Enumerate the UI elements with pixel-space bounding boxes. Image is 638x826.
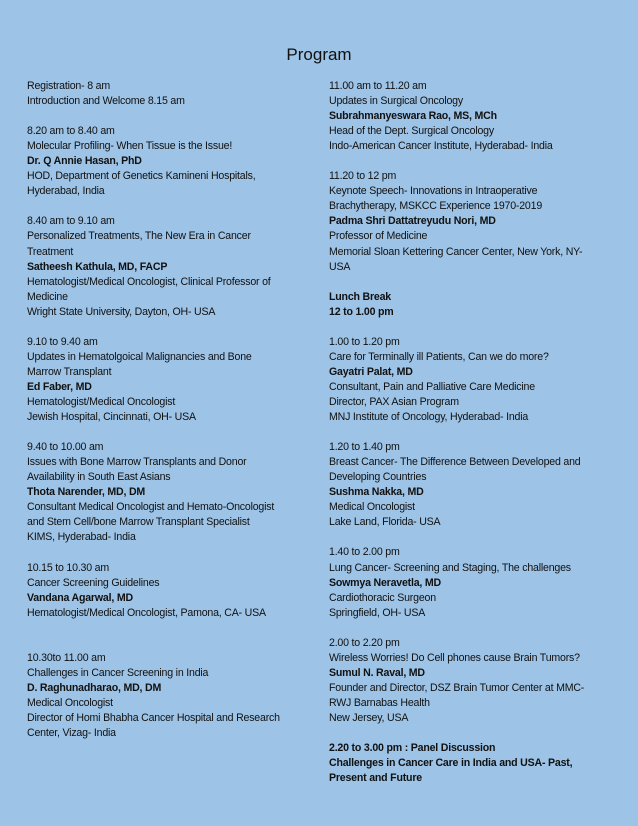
session-time: 8.20 am to 8.40 am [27,125,115,138]
session-time: 11.20 to 12 pm [329,170,397,183]
speaker-affiliation: Hematologist/Medical Oncologist, Clinical Professor of [27,275,271,288]
speaker-affiliation: Director of Homi Bhabha Cancer Hospital and Research [27,711,280,724]
session-time: 1.00 to 1.20 pm [329,335,400,348]
session-personalized-treatments [27,214,315,319]
session-topic: Challenges in Cancer Care in India and USA- Past, [329,757,573,770]
speaker-affiliation: Wright State University, Dayton, OH- USA [27,305,216,318]
session-topic: Wireless Worries! Do Cell phones cause Brain Tumors? [329,651,580,664]
session-time: Introduction and Welcome 8.15 am [27,95,185,108]
speaker-affiliation: Consultant, Pain and Palliative Care Medicine [329,380,535,393]
session-topic: Challenges in Cancer Screening in India [27,666,209,679]
speaker-affiliation: Medical Oncologist [329,501,415,514]
speaker-name: Gayatri Palat, MD [329,365,413,378]
speaker-affiliation: Founder and Director, DSZ Brain Tumor Center at MMC- [329,681,585,694]
session-breast-cancer [329,440,619,530]
speaker-name: Ed Faber, MD [27,380,92,393]
session-topic: Care for Terminally ill Patients, Can we do more? [329,350,549,363]
speaker-affiliation: Memorial Sloan Kettering Cancer Center, New York, NY- [329,245,583,258]
session-registration [27,79,315,109]
speaker-name: Sushma Nakka, MD [329,486,424,499]
speaker-affiliation: Springfield, OH- USA [329,606,426,619]
speaker-name: Thota Narender, MD, DM [27,486,146,499]
session-topic: Developing Countries [329,471,427,484]
session-time: 8.40 am to 9.10 am [27,215,115,228]
session-topic: Updates in Hematolgoical Malignancies and Bone [27,350,252,363]
session-topic: Cancer Screening Guidelines [27,576,160,589]
session-keynote [329,169,619,274]
session-bone-marrow-transplants [27,440,315,545]
session-wireless-worries [329,636,619,726]
session-topic: Issues with Bone Marrow Transplants and Donor [27,456,247,469]
session-topic: Treatment [27,245,74,258]
session-screening-challenges-india [27,651,315,741]
speaker-name: Subrahmanyeswara Rao, MS, MCh [329,110,497,123]
session-molecular-profiling [27,124,315,199]
session-hematological-malignancies [27,335,315,425]
session-time: 10.15 to 10.30 am [27,561,110,574]
session-topic: Brachytherapy, MSKCC Experience 1970-2019 [329,200,543,213]
page-title: Program [286,45,352,64]
session-surgical-oncology [329,79,619,154]
speaker-affiliation: Hematologist/Medical Oncologist [27,395,176,408]
speaker-affiliation: Lake Land, Florida- USA [329,516,441,529]
speaker-affiliation: Head of the Dept. Surgical Oncology [329,125,494,138]
session-time: 12 to 1.00 pm [329,305,394,318]
speaker-affiliation: Consultant Medical Oncologist and Hemato-Oncologist [27,501,275,514]
session-topic: Updates in Surgical Oncology [329,95,463,108]
session-time: 9.40 to 10.00 am [27,441,104,454]
speaker-affiliation: Professor of Medicine [329,230,428,243]
session-topic: Availability in South East Asians [27,471,171,484]
speaker-affiliation: MNJ Institute of Oncology, Hyderabad- India [329,411,529,424]
speaker-affiliation: Director, PAX Asian Program [329,395,459,408]
speaker-affiliation: Cardiothoracic Surgeon [329,591,436,604]
session-topic: Personalized Treatments, The New Era in Cancer [27,230,251,243]
speaker-affiliation: Medicine [27,290,68,303]
right-column [329,79,619,786]
speaker-name: Satheesh Kathula, MD, FACP [27,260,168,273]
session-time: 10.30to 11.00 am [27,651,106,664]
session-topic: Molecular Profiling- When Tissue is the Issue! [27,140,233,153]
session-time: 2.00 to 2.20 pm [329,636,400,649]
speaker-name: D. Raghunadharao, MD, DM [27,681,162,694]
speaker-affiliation: RWJ Barnabas Health [329,696,430,709]
speaker-affiliation: Jewish Hospital, Cincinnati, OH- USA [27,411,196,424]
speaker-name: Dr. Q Annie Hasan, PhD [27,155,142,168]
speaker-affiliation: Indo-American Cancer Institute, Hyderabad- India [329,140,553,153]
session-topic: Breast Cancer- The Difference Between Developed and [329,456,581,469]
speaker-name: Vandana Agarwal, MD [27,591,133,604]
session-time: 1.20 to 1.40 pm [329,441,400,454]
speaker-name: Sowmya Neravetla, MD [329,576,441,589]
speaker-affiliation: HOD, Department of Genetics Kamineni Hospitals, [27,170,256,183]
speaker-name: Sumul N. Raval, MD [329,666,425,679]
session-topic: Present and Future [329,772,422,785]
session-panel-discussion [329,741,619,786]
speaker-affiliation: Hematologist/Medical Oncologist, Pamona, CA- USA [27,606,266,619]
session-time: 11.00 am to 11.20 am [329,80,427,92]
session-time: 1.40 to 2.00 pm [329,546,400,559]
left-column [27,79,315,741]
session-topic: Keynote Speech- Innovations in Intraoperative [329,185,538,198]
speaker-affiliation: Medical Oncologist [27,696,113,709]
session-lung-cancer [329,545,619,620]
speaker-name: Padma Shri Dattatreyudu Nori, MD [329,215,496,228]
speaker-affiliation: and Stem Cell/bone Marrow Transplant Specialist [27,516,250,529]
speaker-affiliation: Hyderabad, India [27,185,105,198]
lunch-label: Lunch Break [329,290,391,303]
session-cancer-screening-guidelines [27,561,315,621]
session-time: 2.20 to 3.00 pm : Panel Discussion [329,742,496,755]
session-time: 9.10 to 9.40 am [27,335,98,348]
session-topic: Lung Cancer- Screening and Staging, The challenges [329,561,571,574]
session-topic: Marrow Transplant [27,365,112,378]
session-time: Registration- 8 am [27,80,110,92]
speaker-affiliation: New Jersey, USA [329,711,409,724]
session-terminally-ill-care [329,335,619,425]
session-lunch-break [329,290,619,320]
speaker-affiliation: Center, Vizag- India [27,727,116,740]
speaker-affiliation: USA [329,260,351,273]
speaker-affiliation: KIMS, Hyderabad- India [27,531,136,544]
